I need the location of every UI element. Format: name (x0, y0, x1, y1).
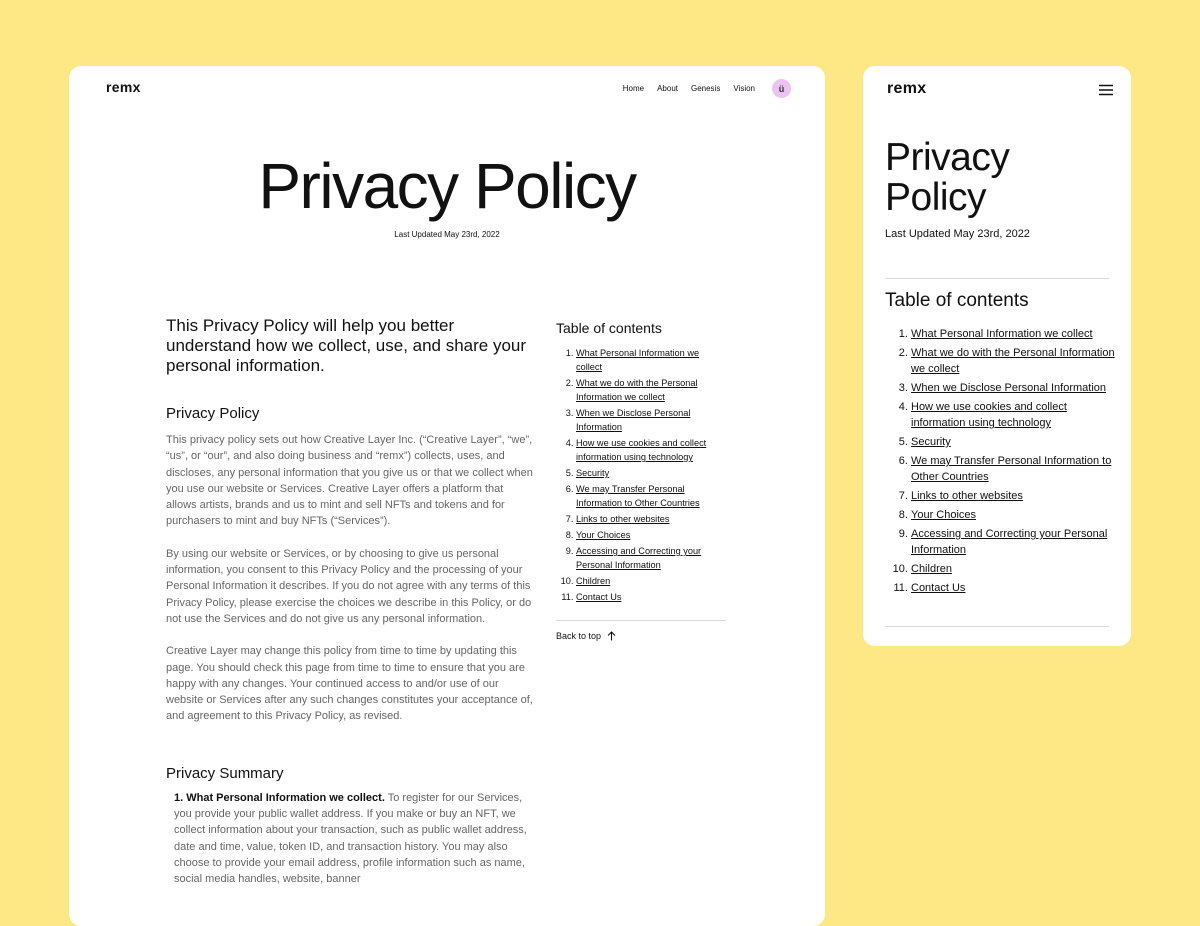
toc-item (576, 406, 726, 434)
mobile-toc-link-6[interactable]: We may Transfer Personal Information to Other Countries (911, 455, 1112, 483)
mobile-toc-link-7[interactable]: Links to other websites (911, 490, 1023, 502)
mobile-toc-item (911, 345, 1115, 377)
avatar[interactable] (772, 79, 791, 98)
mobile-toc-item (911, 580, 1115, 596)
mobile-page-title (885, 138, 1009, 218)
mobile-toc-item (911, 434, 1115, 450)
toc-link-2[interactable]: What we do with the Personal Information we collect (576, 378, 698, 402)
toc-link-8[interactable]: Your Choices (576, 530, 631, 540)
paragraph-3: Creative Layer may change this policy from time to time by updating this page. You should check this page from time to time to ensure that you are happy with any changes. Your continued access to and/or use of our website or Services after any such changes constitutes your acceptance of, and agreement to this Privacy Policy, as revised. (166, 645, 533, 723)
mobile-toc-link-8[interactable]: Your Choices (911, 509, 977, 521)
logo[interactable]: remx (106, 79, 141, 95)
nav-genesis[interactable]: Genesis (690, 84, 721, 93)
mobile-toc-item (911, 380, 1115, 396)
arrow-up-icon (607, 631, 616, 641)
nav-vision[interactable]: Vision (733, 84, 755, 93)
mobile-preview-card (863, 66, 1131, 646)
mobile-toc-list (885, 326, 1115, 596)
mobile-toc-item (911, 526, 1115, 558)
mobile-divider-bottom (885, 626, 1109, 627)
mobile-toc-item (911, 507, 1115, 523)
toc-link-6[interactable]: We may Transfer Personal Information to Other Countries (576, 484, 700, 508)
summary-item-1-heading: 1. What Personal Information we collect. (174, 791, 385, 804)
desktop-preview-card (69, 66, 825, 926)
mobile-toc-item (911, 326, 1115, 342)
toc-link-1[interactable]: What Personal Information we collect (576, 348, 700, 372)
nav-home[interactable]: Home (622, 84, 645, 93)
toc-link-9[interactable]: Accessing and Correcting your Personal Information (576, 546, 702, 570)
toc-title: Table of contents (556, 320, 662, 336)
toc-link-5[interactable]: Security (576, 468, 610, 478)
mobile-toc-item (911, 399, 1115, 431)
last-updated: Last Updated May 23rd, 2022 (394, 230, 500, 239)
toc-list (556, 346, 726, 604)
toc-link-10[interactable]: Children (576, 576, 611, 586)
toc-link-4[interactable]: How we use cookies and collect information using technology (576, 438, 707, 462)
toc-link-11[interactable]: Contact Us (576, 592, 622, 602)
mobile-toc-item (911, 488, 1115, 504)
toc-link-7[interactable]: Links to other websites (576, 514, 670, 524)
mobile-toc-link-1[interactable]: What Personal Information we collect (911, 328, 1093, 340)
page-title: Privacy Policy (258, 150, 636, 222)
hamburger-menu-icon[interactable] (1099, 84, 1113, 96)
summary-title: Privacy Summary (166, 764, 284, 782)
toc-link-3[interactable]: When we Disclose Personal Information (576, 408, 691, 432)
top-nav (623, 79, 791, 98)
mobile-toc-link-3[interactable]: When we Disclose Personal Information (911, 382, 1107, 394)
toc-item (576, 574, 726, 588)
mobile-title-line-2: Policy (885, 176, 987, 219)
back-to-top-label: Back to top (556, 631, 602, 641)
mobile-title-line-1: Privacy (885, 136, 1010, 179)
nav-about[interactable]: About (657, 84, 678, 93)
mobile-toc-link-5[interactable]: Security (911, 436, 951, 448)
mobile-toc-title: Table of contents (885, 290, 1029, 311)
toc-divider (556, 620, 726, 621)
mobile-toc-link-4[interactable]: How we use cookies and collect information using technology (911, 401, 1067, 429)
toc-item (576, 528, 726, 542)
mobile-toc-link-11[interactable]: Contact Us (911, 582, 966, 594)
lead-text: This Privacy Policy will help you better understand how we collect, use, and share your personal information. (166, 316, 527, 375)
mobile-toc-link-2[interactable]: What we do with the Personal Information we collect (911, 347, 1115, 375)
toc-item (576, 590, 726, 604)
mobile-toc-item (911, 453, 1115, 485)
paragraph-2: By using our website or Services, or by choosing to give us personal information, you consent to this Privacy Policy and the processing of your Personal Information it describes. If you do not agree with any terms of this Privacy Policy, please exercise the choices we describe in this Policy, or do not use the Services and do not give us any personal information. (166, 547, 532, 625)
summary-item-1-text: To register for our Services, you provide your public wallet address. If you make or buy an NFT, we collect information about your transaction, such as public wallet address, date and time, value, token ID, and transaction history. You may also choose to provide your email address, profile information such as name, social media handles, website, banner (174, 791, 527, 886)
toc-item (576, 376, 726, 404)
avatar-glyph: ü (778, 83, 785, 94)
toc-item (576, 512, 726, 526)
back-to-top-link[interactable] (556, 631, 726, 641)
mobile-logo[interactable]: remx (887, 80, 927, 97)
mobile-toc-item (911, 561, 1115, 577)
main-content (166, 316, 536, 888)
toc-item (576, 466, 726, 480)
paragraph-1: This privacy policy sets out how Creative Layer Inc. (“Creative Layer”, “we”, “us”, or “our”, and also doing business and “remx”) collects, uses, and discloses, any personal information that you give us or that we collect when you use our website or Services. Creative Layer offers a platform that allows artists, brands and us to mint and sell NFTs and tokens and for purchasers to mint and buy NFTs (“Services”). (166, 434, 533, 528)
mobile-toc-link-10[interactable]: Children (911, 563, 952, 575)
mobile-divider-top (885, 278, 1109, 279)
toc-item (576, 482, 726, 510)
section-title: Privacy Policy (166, 405, 260, 422)
summary-item-1 (166, 790, 536, 888)
mobile-table-of-contents (885, 326, 1115, 599)
mobile-last-updated: Last Updated May 23rd, 2022 (885, 228, 1030, 240)
toc-item (576, 346, 726, 374)
table-of-contents (556, 320, 726, 641)
toc-item (576, 544, 726, 572)
toc-item (576, 436, 726, 464)
mobile-toc-link-9[interactable]: Accessing and Correcting your Personal Information (911, 528, 1108, 556)
